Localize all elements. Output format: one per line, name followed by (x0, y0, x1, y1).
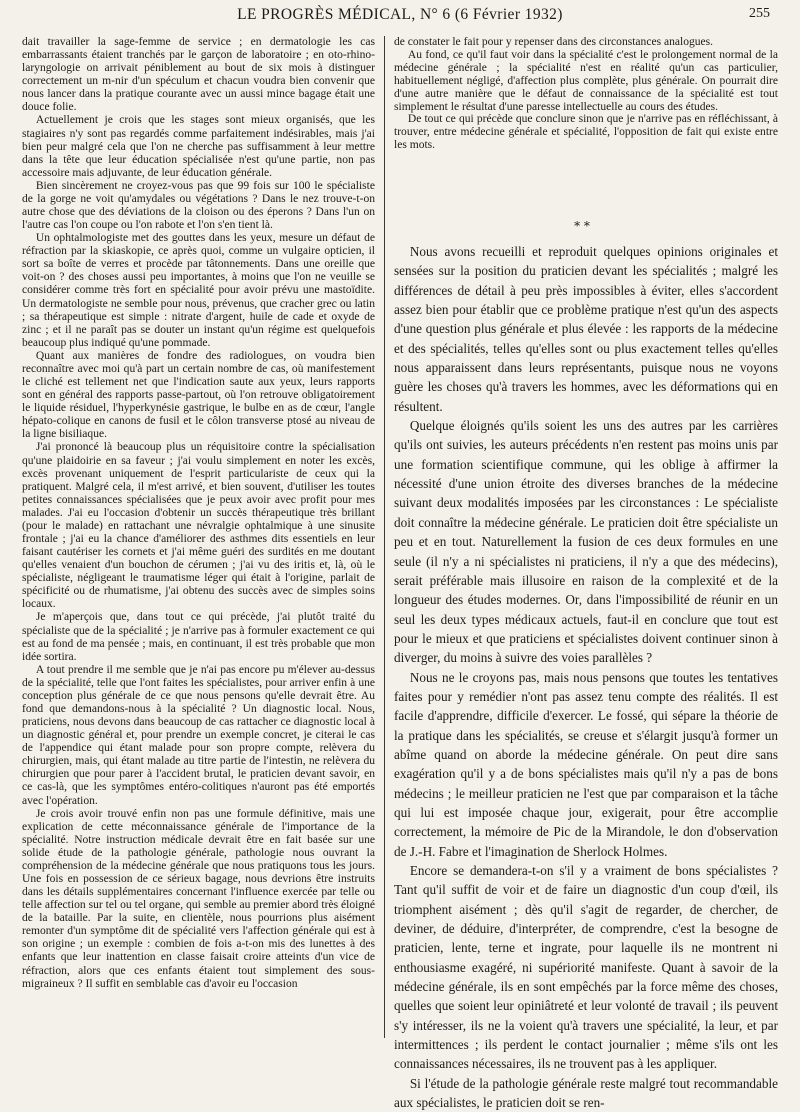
paragraph: Nous ne le croyons pas, mais nous pensons que toutes les tentatives faites pour y remédier n'ont pas assez tenu compte des réalités. Il est facile d'apprendre, difficile d'exercer. Le fossé, qui sépare la théorie de la pratique dans les spécialités, se creuse et s'élargit jusqu'à former un abîme quand on aborde la médecine générale. On peut dire sans exagération qu'il y a de bons spécialistes mais qu'il n'y a pas de bons médecins ; le meilleur praticien ne l'est que par comparaison et la tâche qui lui est imposée chaque jour, exigerait, pour être accomplie correctement, la mémoire de Pic de la Mirandole, le don d'observation de J.-H. Fabre et l'imagination de Sherlock Holmes. (394, 669, 778, 859)
paragraph: Si l'étude de la pathologie générale reste malgré tout recommandable aux spécialistes, le praticien doit se ren- (394, 1075, 778, 1111)
paragraph: Quant aux manières de fondre des radiologues, on voudra bien reconnaître avec moi qu'à part un certain nombre de cas, où manifestement le cliché est tellement net que l'indication saute aux yeux, leurs rapports sont en général des rapports passe-partout, où l'on retrouve obligatoirement le liquide résiduel, l'hyperkynésie gastrique, le bulbe en as de cœur, l'angle hépato-colique en canons de fusil et le côlon transverse ptosé au niveau de la ligne bisiliaque. (22, 349, 375, 441)
paragraph: dait travailler la sage-femme de service ; en dermatologie les cas embarrassants étaient tranchés par le garçon de laboratoire ; en oto-rhino-laryngologie on arrivait péniblement au bout de six mois à distinguer correctement un m-nir d'un spéculum et chacun voudra bien convenir que nous lancer dans la pratique courante avec un aussi mince bagage était une douce folie. (22, 36, 375, 114)
paragraph: Actuellement je crois que les stages sont mieux organisés, que les stagiaires n'y sont pas regardés comme parfaitement indésirables, mais j'ai bien peur malgré cela que l'on ne cherche pas suffisamment à leur mettre dans la tête que leur éducation spécialisée n'est qu'une partie, non pas accessoire mais adjuvante, de leur éducation générale. (22, 114, 375, 179)
paragraph: Je m'aperçois que, dans tout ce qui précède, j'ai plutôt traité du spécialiste que de la spécialité ; je n'arrive pas à formuler exactement ce qui est au fond de ma pensée ; mais, en continuant, il est très probable que mon idée sortira. (22, 611, 375, 663)
column-divider (384, 36, 385, 1038)
right-column-bottom (394, 242, 778, 1111)
section-separator: * * (574, 219, 590, 233)
paragraph: Bien sincèrement ne croyez-vous pas que 99 fois sur 100 le spécialiste de la gorge ne voit qu'amydales ou végétations ? Dans le nez trouve-t-on autre chose que des déviations de la cloison ou des éperons ? Dans l'un on l'autre cas l'on coupe ou l'on rabote et l'on s'en tient là. (22, 179, 375, 232)
page-number: 255 (749, 6, 770, 21)
article-columns (22, 36, 778, 1111)
paragraph: Nous avons recueilli et reproduit quelques opinions originales et sensées sur la position du praticien devant les spécialités ; malgré les différences de détail à peu près impossibles à éviter, elles s'accordent assez bien pour établir que ce problème pratique n'est qu'un des aspects d'une question plus générale et plus élevée : les rapports de la médecine et des spécialités, telles qu'elles sont ou plus exactement telles qu'elles nous apparaissent dans leurs représentants, puisque nous ne voyons guère les choses qu'à travers les hommes, avec les déformations qui en résultent. (394, 244, 778, 414)
paragraph: J'ai prononcé là beaucoup plus un réquisitoire contre la spécialisation qu'une plaidoirie en sa faveur ; j'ai voulu simplement en noter les excès, excès provenant uniquement de l'esprit particulariste de ceux qui la pratiquent. Malgré cela, il m'est arrivé, et bien souvent, d'utiliser les toutes petites connaissances spécialisées que je peux avoir avec profit pour mes malades. J'ai eu l'occasion d'obtenir un succès thérapeutique très brillant (pour le malade) en rattachant une névralgie ophtalmique à une sinusite frontale ; j'ai eu la chance d'améliorer des asthmes dits essentiels en leur faisant cautériser les cornets et j'ai même guéri des surdités en me doutant qu'elles venaient d'un bouchon de cérumen ; j'ai vu des iritis et, là, où le spécialiste, négligeant le traumatisme léger qui était à l'origine, parlait de spécificité ou de rhumatisme, j'ai obtenu des succès avec de simples soins locaux. (22, 441, 375, 611)
paragraph: de constater le fait pour y repenser dans des circonstances analogues. (394, 36, 714, 48)
paragraph: A tout prendre il me semble que je n'ai pas encore pu m'élever au-dessus de la spécialité, telle que l'ont faites les spécialistes, pour arriver enfin à une conception plus générale de ce que nous pensons qu'elle devrait être. Au fond que demandons-nous à la spécialité ? Un diagnostic local. Nous, praticiens, nous devons dans beaucoup de cas rattacher ce diagnostic local à un diagnostic général et, pour prendre un exemple concret, je citerai le cas de l'appendice qui étant malade pour son propre compte, relèvera du chirurgien, mais, qui étant malade au titre partie de l'intestin, ne relèvera du chirurgien que pour parer à l'accident brutal, le praticien devant savoir, en ce cas-là, que les symptômes entéro-colitiques n'auront pas été emportés avec l'opération. (22, 663, 375, 807)
paragraph: Je crois avoir trouvé enfin non pas une formule définitive, mais une explication de cette méconnaissance générale de l'importance de la spécialité. Notre instruction médicale devrait être en fait basée sur une solide étude de la pathologie générale, pathologie nous ouvrant la compréhension de la médecine générale que nous pratiquons tous les jours. Une fois en possession de ce sérieux bagage, nous devrions être instruits dans les détails supplémentaires concernant l'influence exercée par telle ou telle affection sur tel ou tel organe, qui semble au premier abord très éloigné de la bataille. Par la suite, en clientèle, nous pourrions plus aisément remonter d'un symptôme dit de spécialité vers l'affection générale qui est à son origine ; un exemple : combien de fois a-t-on mis des lunettes à des enfants que leur inattention en classe faisait croire atteints d'un vice de réfraction, alors que ces enfants étaient tout simplement des sous-migraineux ? Il suffit en semblable cas d'avoir eu l'occasion (22, 807, 375, 990)
paragraph: De tout ce qui précède que conclure sinon que je n'arrive pas en réfléchissant, à trouver, entre médecine générale et spécialité, l'opposition de fait qui existe entre les mots. (394, 113, 778, 152)
right-column-top (394, 36, 778, 226)
paragraph: Un ophtalmologiste met des gouttes dans les yeux, mesure un défaut de réfraction par la skiaskopie, ce après quoi, comme un vulgaire opticien, il sort sa boîte de verres et procède par tâtonnements. Dans une oreille que voit-on ? des choses aussi peu importantes, à moins que l'on ne veuille se considérer comme très fort en spécialité pour avoir prévu une mastoïdite. Un dermatologiste ne semble pour nous, prévenus, que cracher grec ou latin ; sa thérapeutique est simple : nitrate d'argent, huile de cade et oxyde de zinc ; et il ne paraît pas se douter un instant qu'un régime est quelquefois beaucoup plus indiqué qu'une pommade. (22, 232, 375, 349)
paragraph: Quelque éloignés qu'ils soient les uns des autres par les carrières qu'ils ont suivies, les auteurs précédents n'en restent pas moins unis par une formation scientifique commune, qui les oblige à affirmer la nécessité d'une union étroite des diverses branches de la médecine suivant deux modalités imposées par les circonstances : Le spécialiste doit connaître la médecine générale. Le praticien doit être spécialiste un peu et en tout. Naturellement la fusion de ces deux formules en une seule (il n'y a ni spécialistes ni praticiens, il n'y a que des médecins), serait préférable mais illusoire en raison de la complexité et de la longueur des études modernes. Or, dans l'impossibilité de réunir en un seul les deux types médicaux actuels, faut-il en conclure que tout est pour le mieux et que praticiens et spécialistes doivent continuer sinon à diverger, du moins à suivre des voies parallèles ? (394, 418, 778, 666)
left-column (22, 36, 375, 1038)
page-header (22, 6, 778, 36)
paragraph: Au fond, ce qu'il faut voir dans la spécialité c'est le prolongement normal de la médecine générale ; la spécialité n'est en réalité qu'un cas particulier, habituellement négligé, d'affection plus complète, plus générale. On pourrait dire d'une autre manière que le défaut de connaissance de la spécialité est tout simplement le résultat d'une paresse intellectuelle au cours des études. (394, 48, 778, 113)
running-title: LE PROGRÈS MÉDICAL, N° 6 (6 Février 1932) (237, 6, 563, 23)
journal-page (22, 6, 778, 1111)
paragraph: Encore se demandera-t-on s'il y a vraiment de bons spécialistes ? Tant qu'il suffit de voir et de faire un diagnostic d'un coup d'œil, ils triomphent aisément ; dès qu'il s'agit de regarder, de chercher, de deviner, de déduire, d'interpréter, de comprendre, c'est la besogne de praticien, lente, terne et ingrate, pour laquelle ils ne montrent ni enthousiasme exagéré, ni supériorité manifeste. Quant à savoir de la médecine générale, ils en sont empêchés par la force même des choses, quelles que soient leur opiniâtreté et leur volonté de travail ; ils peuvent s'y intéresser, ils ne la voient qu'à travers une spécialité, la leur, et par intermittences ; ils perdent le contact journalier ; même s'ils ont les connaissances nécessaires, ils ne trouvent pas à les appliquer. (394, 863, 778, 1072)
